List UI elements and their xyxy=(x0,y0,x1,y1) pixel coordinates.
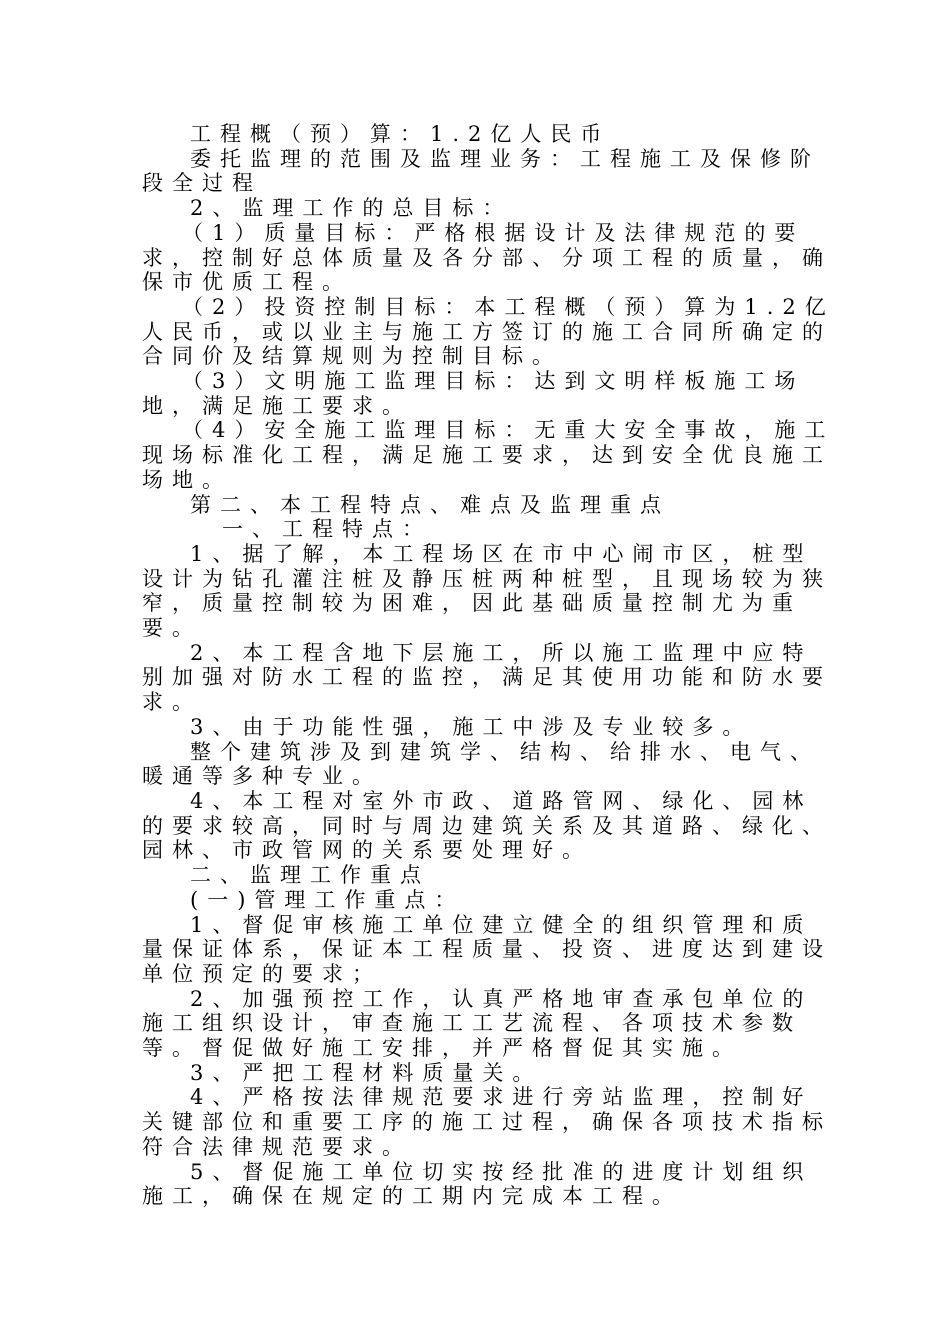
paragraph: 委托监理的范围及监理业务：工程施工及保修阶段全过程 xyxy=(142,146,820,196)
section-heading: 第二、本工程特点、难点及监理重点 xyxy=(190,492,670,517)
paragraph: （2）投资控制目标：本工程概（预）算为1.2亿人民币，或以业主与施工方签订的施工合同所确定的合同价及结算规则为控制目标。 xyxy=(142,294,835,369)
paragraph: 3、严把工程材料质量关。 xyxy=(190,1060,543,1085)
paragraph: 5、督促施工单位切实按经批准的进度计划组织施工，确保在规定的工期内完成本工程。 xyxy=(142,1159,813,1209)
subsection-heading: (一)管理工作重点： xyxy=(190,887,465,912)
paragraph: 2、本工程含地下层施工，所以施工监理中应特别加强对防水工程的监控，满足其使用功能和防水要求。 xyxy=(142,640,832,715)
paragraph: 整个建筑涉及到建筑学、结构、给排水、电气、暖通等多种专业。 xyxy=(142,739,820,789)
document-page xyxy=(142,122,842,1209)
paragraph: 4、严格按法律规范要求进行旁站监理，控制好关键部位和重要工序的施工过程，确保各项技术指标符合法律规范要求。 xyxy=(142,1085,832,1159)
paragraph: 工程概（预）算：1.2亿人民币 xyxy=(190,122,611,146)
subsection-heading: 二、监理工作重点 xyxy=(190,863,430,888)
paragraph: 1、督促审核施工单位建立健全的组织管理和质量保证体系，保证本工程质量、投资、进度达到建设单位预定的要求； xyxy=(142,912,832,986)
paragraph: 2、监理工作的总目标： xyxy=(190,196,513,221)
paragraph: 1、据了解，本工程场区在市中心闹市区，桩型设计为钻孔灌注桩及静压桩两种桩型，且现场较为狭窄，质量控制较为困难，因此基础质量控制尤为重要。 xyxy=(142,541,832,641)
paragraph: （3）文明施工监理目标：达到文明样板施工场地，满足施工要求。 xyxy=(142,369,805,418)
paragraph: （4）安全施工监理目标：无重大安全事故，施工现场标准化工程，满足施工要求，达到安全优良施工场地。 xyxy=(142,418,835,492)
paragraph: 2、加强预控工作，认真严格地审查承包单位的施工组织设计，审查施工工艺流程、各项技术参数等。督促做好施工安排，并严格督促其实施。 xyxy=(142,986,813,1061)
paragraph: 3、由于功能性强，施工中涉及专业较多。 xyxy=(190,714,753,739)
subsection-heading: 一、工程特点： xyxy=(222,517,432,542)
paragraph: （1）质量目标：严格根据设计及法律规范的要求，控制好总体质量及各分部、分项工程的质量，确保市优质工程。 xyxy=(142,220,832,295)
paragraph: 4、本工程对室外市政、道路管网、绿化、园林的要求较高，同时与周边建筑关系及其道路、绿化、园林、市政管网的关系要处理好。 xyxy=(142,788,832,863)
